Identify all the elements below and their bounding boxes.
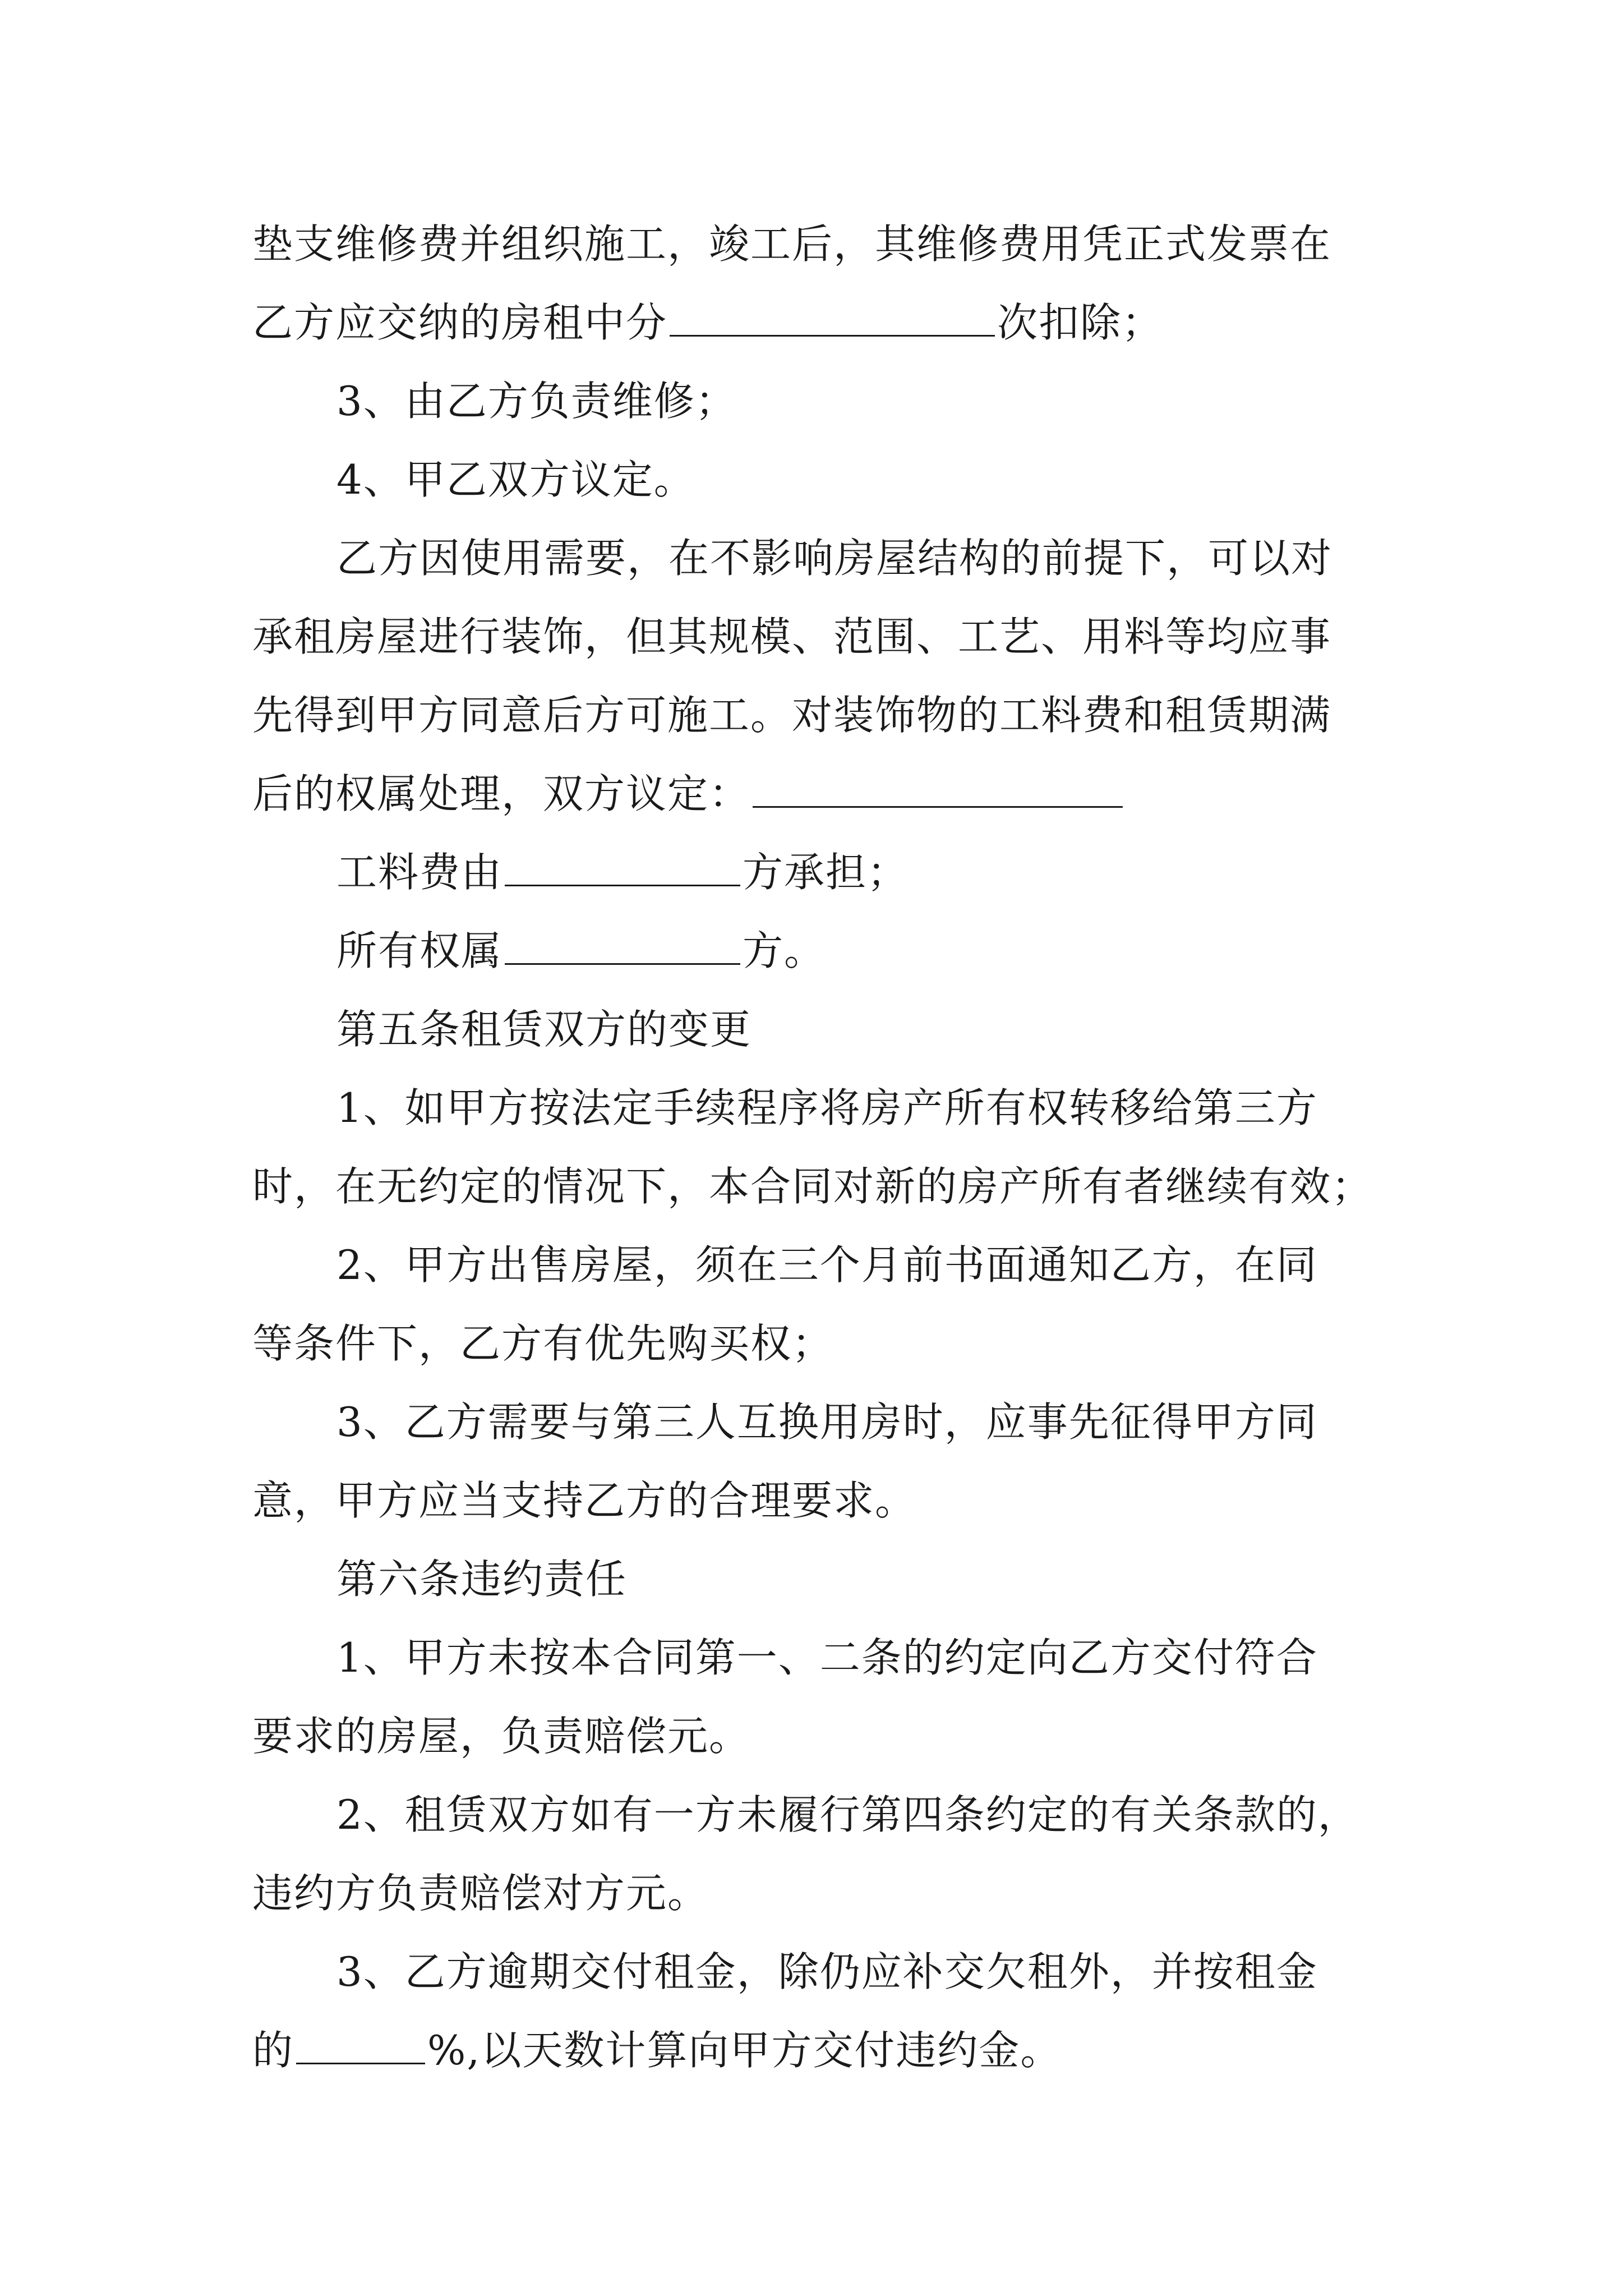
fill-in-blank (753, 762, 1123, 808)
line-text: 1、如甲方按法定手续程序将房产所有权转移给第三方 (336, 1084, 1318, 1131)
text-line (252, 1464, 1402, 1537)
line-text: 垫支维修费并组织施工，竣工后，其维修费用凭正式发票在 (252, 220, 1332, 268)
text-line (336, 1071, 1486, 1144)
line-text: 时，在无约定的情况下，本合同对新的房产所有者继续有效； (252, 1163, 1373, 1210)
text-line (336, 443, 1486, 516)
text-line (336, 365, 1486, 438)
line-text-after-blank: 次扣除； (997, 299, 1164, 346)
line-text-after-blank: 方。 (743, 927, 826, 974)
text-line (252, 1857, 1402, 1930)
line-text: 违约方负责赔偿对方元。 (252, 1870, 709, 1917)
text-line (336, 522, 1486, 595)
text-line (336, 836, 1486, 909)
line-text: 意，甲方应当支持乙方的合理要求。 (252, 1477, 917, 1524)
line-text-after-blank: %,以天数计算向甲方交付违约金。 (427, 2027, 1062, 2074)
line-text: 3、由乙方负责维修； (336, 378, 737, 425)
text-line (252, 757, 1402, 830)
text-line (336, 1621, 1486, 1694)
section-heading (336, 993, 1486, 1066)
fill-in-blank (505, 919, 740, 965)
text-line (336, 914, 1486, 987)
text-line (336, 1935, 1486, 2008)
line-text: 所有权属 (336, 927, 503, 974)
text-line (252, 600, 1402, 673)
section-heading (336, 1543, 1486, 1616)
text-line (252, 679, 1402, 752)
line-text-after-blank: 方承担； (743, 849, 909, 896)
line-text: 4、甲乙双方议定。 (336, 456, 695, 503)
text-line (252, 1307, 1402, 1380)
line-text: 乙方应交纳的房租中分 (252, 299, 668, 346)
text-line (252, 2014, 1402, 2087)
text-line (252, 1700, 1402, 1773)
line-text: 2、甲方出售房屋，须在三个月前书面通知乙方，在同 (336, 1241, 1318, 1289)
line-text: 承租房屋进行装饰，但其规模、范围、工艺、用料等均应事 (252, 613, 1332, 660)
text-line (252, 286, 1402, 359)
line-text: 的 (252, 2027, 294, 2074)
text-line (336, 1228, 1486, 1301)
fill-in-blank (670, 291, 995, 337)
line-text: 1、甲方未按本合同第一、二条的约定向乙方交付符合 (336, 1634, 1318, 1681)
line-text: 2、租赁双方如有一方未履行第四条约定的有关条款的， (336, 1791, 1359, 1838)
line-text: 3、乙方需要与第三人互换用房时，应事先征得甲方同 (336, 1398, 1318, 1446)
line-text: 第五条租赁双方的变更 (336, 1006, 752, 1053)
line-text: 乙方因使用需要，在不影响房屋结构的前提下，可以对 (336, 535, 1333, 582)
line-text: 3、乙方逾期交付租金，除仍应补交欠租外，并按租金 (336, 1948, 1318, 1995)
text-line (336, 1778, 1486, 1851)
line-text: 要求的房屋，负责赔偿元。 (252, 1713, 751, 1760)
fill-in-blank (505, 841, 740, 886)
text-line (252, 1150, 1402, 1223)
line-text: 等条件下，乙方有优先购买权； (252, 1320, 834, 1367)
text-line (336, 1386, 1486, 1458)
line-text: 后的权属处理，双方议定： (252, 770, 751, 817)
text-line (252, 208, 1402, 280)
line-text: 先得到甲方同意后方可施工。对装饰物的工料费和租赁期满 (252, 692, 1332, 739)
fill-in-blank (296, 2019, 425, 2064)
line-text: 工料费由 (336, 849, 503, 896)
line-text: 第六条违约责任 (336, 1556, 628, 1603)
